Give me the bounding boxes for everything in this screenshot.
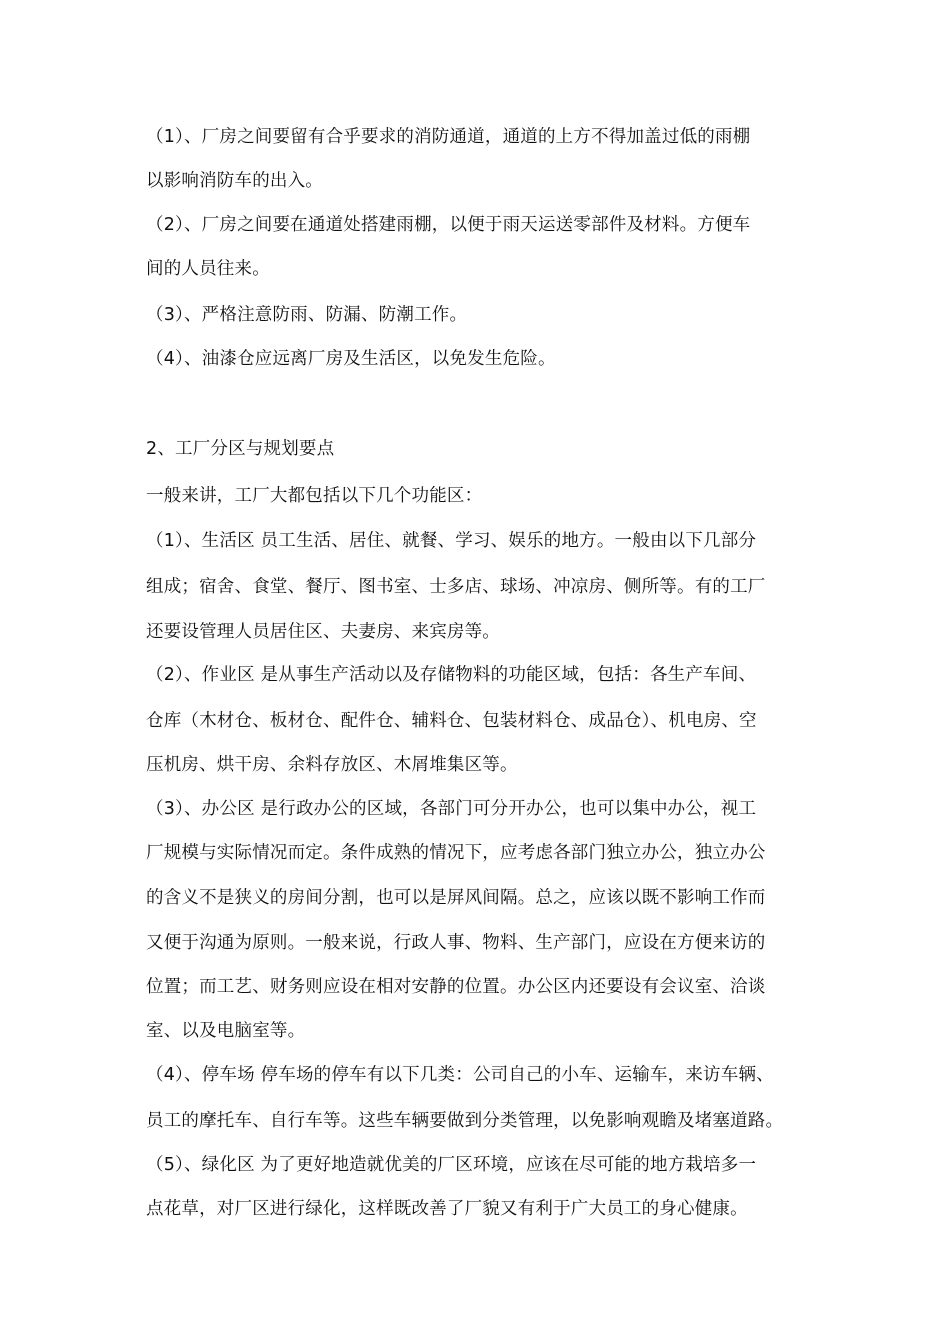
paragraph-line: 点花草，对厂区进行绿化，这样既改善了厂貌又有利于广大员工的身心健康。: [146, 1199, 748, 1219]
paragraph-line: （1）、厂房之间要留有合乎要求的消防通道，通道的上方不得加盖过低的雨棚: [146, 127, 751, 147]
paragraph-line: 一般来讲，工厂大都包括以下几个功能区：: [146, 486, 483, 506]
paragraph-line: 员工的摩托车、自行车等。这些车辆要做到分类管理，以免影响观瞻及堵塞道路。: [146, 1111, 784, 1131]
paragraph-line: 间的人员往来。: [146, 259, 270, 279]
paragraph-line: （2）、厂房之间要在通道处搭建雨棚，以便于雨天运送零部件及材料。方便车: [146, 215, 751, 235]
paragraph-line: （4）、停车场 停车场的停车有以下几类：公司自己的小车、运输车，来访车辆、: [146, 1065, 774, 1085]
section-heading: 2、工厂分区与规划要点: [146, 439, 335, 459]
paragraph-line: 室、以及电脑室等。: [146, 1021, 306, 1041]
paragraph-line: 以影响消防车的出入。: [146, 171, 323, 191]
paragraph-line: 位置；而工艺、财务则应设在相对安静的位置。办公区内还要设有会议室、洽谈: [146, 977, 766, 997]
paragraph-line: 仓库（木材仓、板材仓、配件仓、辅料仓、包装材料仓、成品仓）、机电房、空: [146, 711, 757, 731]
paragraph-line: 还要设管理人员居住区、夫妻房、来宾房等。: [146, 622, 500, 642]
paragraph-line: （2）、作业区 是从事生产活动以及存储物料的功能区域，包括：各生产车间、: [146, 665, 757, 685]
paragraph-line: 压机房、烘干房、余料存放区、木屑堆集区等。: [146, 755, 518, 775]
paragraph-line: 组成；宿舍、食堂、餐厅、图书室、士多店、球场、冲凉房、侧所等。有的工厂: [146, 577, 766, 597]
paragraph-line: （3）、办公区 是行政办公的区域，各部门可分开办公，也可以集中办公，视工: [146, 799, 757, 819]
paragraph-line: （5）、绿化区 为了更好地造就优美的厂区环境，应该在尽可能的地方栽培多一: [146, 1155, 757, 1175]
paragraph-line: （1）、生活区 员工生活、居住、就餐、学习、娱乐的地方。一般由以下几部分: [146, 531, 757, 551]
paragraph-line: 的含义不是狭义的房间分割，也可以是屏风间隔。总之，应该以既不影响工作而: [146, 888, 766, 908]
paragraph-line: 厂规模与实际情况而定。条件成熟的情况下，应考虑各部门独立办公，独立办公: [146, 843, 766, 863]
paragraph-line: （3）、严格注意防雨、防漏、防潮工作。: [146, 305, 468, 325]
paragraph-line: （4）、油漆仓应远离厂房及生活区，以免发生危险。: [146, 349, 556, 369]
paragraph-line: 又便于沟通为原则。一般来说，行政人事、物料、生产部门，应设在方便来访的: [146, 933, 766, 953]
